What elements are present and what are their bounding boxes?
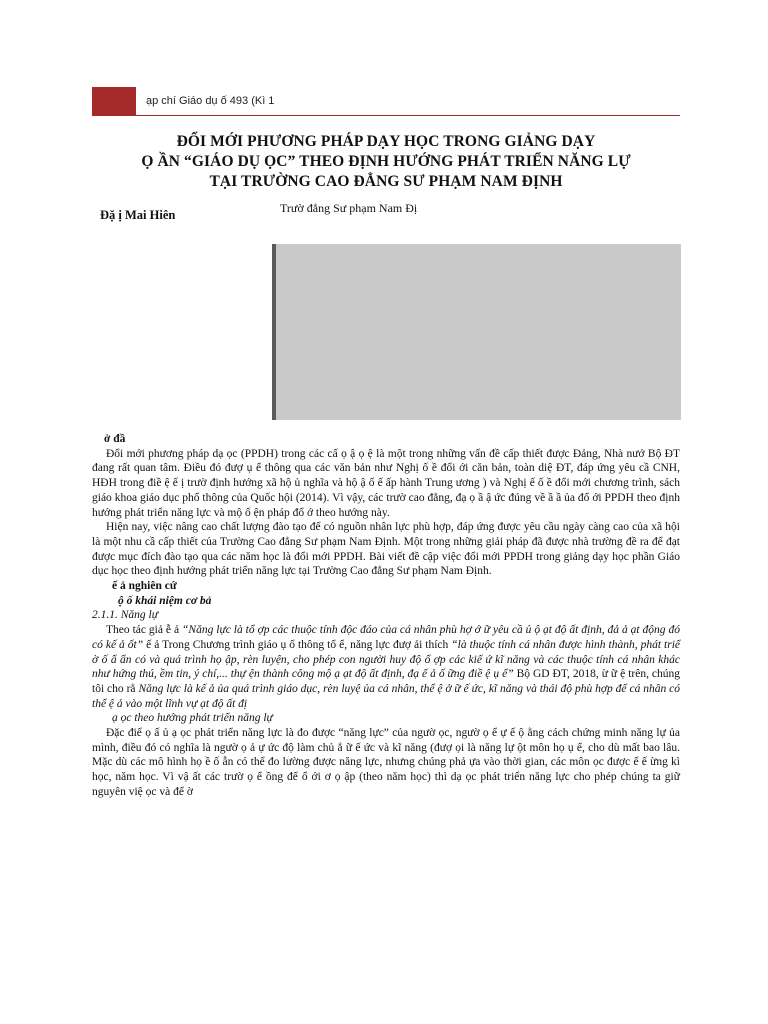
subsubsection-heading-competence: 2.1.1. Năng lự: [92, 609, 159, 622]
paragraph-2: Hiện nay, việc nâng cao chất lượng đào tạo để có nguồn nhân lực phù hợp, đáp ứng được yêu cầu ngày càng cao của xã hội là một nhu cầ cấp thiết của Trường Cao đẳng Sư phạm Nam Định. Một trong những giải pháp đã được nhà trường đề ra để đạt được mục đích đào tạo qua các năm học là đổi mới PPDH. Bài viết đề cập việc đổi mới PPDH trong giảng dạy học phần Giáo dục học theo định hướng phát triển năng lực tại Trường Cao đẳng Sư phạm Nam Định.: [92, 521, 680, 578]
p3-continuation: ế ả Trong Chương trình giáo ụ ổ thông tổ ể, năng lực đượ ải thích: [146, 638, 449, 651]
subsection-heading-concepts: ộ ố khái niệm cơ bả: [118, 594, 212, 607]
paragraph-3: [92, 623, 680, 711]
journal-header: [92, 87, 680, 116]
paragraph-1: Đổi mới phương pháp dạ ọc (PPDH) trong các cấ ọ ậ ọ ệ là một trong những vấn đề cấp thiết được Đảng, Nhà nướ Bộ ĐT đang rất quan tâm. Điều đó đượ ụ ể thông qua các văn bản như Nghị ố ề đổi ới căn bản, toàn diệ ĐT, đáp ứng yêu cầ CNH, HĐH trong điề ệ ế ị trườ định hướng xã hộ ủ nghĩa và hộ ậ ố ế ấp hành Trung ương ) và Nghị ế ố ề đổi mới chương trình, sách giáo khoa giáo dục phổ thông của Quốc hội (2014). Vì vậy, các trườ cao đẳng, đạ ọ ầ ậ ức đúng về ầ ầ ủa đổ ới PPDH theo định hướng phát triển năng lực và mộ ố ện pháp đổ ớ theo hướng này.: [92, 447, 680, 519]
article-title: [92, 132, 680, 192]
p3-quote-2: “là thuộc tính cá nhân được hình thành, phát triể ờ ố ẩ ẩn có và quá trình họ ập, rèn luyện, cho phép con người huy độ ổ ợp các kiế ứ kĩ năng và các thuộc tính cá nhân khác như hứng thú, ềm tin, ý chí,... thự ện thành công mộ ạ ạt độ ất định, đạ ế ả ố ững điề ệ ụ ể”: [92, 638, 681, 681]
article-body: [92, 432, 680, 800]
journal-reference: ạp chí Giáo dụ ố 493 (Kì 1: [146, 95, 275, 107]
title-line-3: TẠI TRƯỜNG CAO ĐẲNG SƯ PHẠM NAM ĐỊNH: [209, 173, 563, 190]
section-heading-introduction: ở đầ: [104, 433, 126, 445]
paragraph-4: Đặc điể ọ ấ ủ ạ ọc phát triển năng lực là đo được “năng lực” của ngườ ọc, ngườ ọ ể ự ế ộ ằng cách chứng minh năng lự ủa mình, điều đó có nghĩa là ngườ ọ ả ự ức độ làm chủ ắ ữ ế ức và kĩ năng (đượ ọi là năng lự ột môn họ ụ ể, cho dù mất bao lâu. Mặc dù các mô hình họ ề ố ẫn có thể đo lường được năng lực, nhưng chúng phả ựa vào thời gian, các môn ọc được ế ế ừng kì học, năm học. Vì vậ ất các trườ ọ ể ồng để ổ ới ơ ọ ập (theo năm học) thì dạ ọc phát triển năng lực cho phép chúng ta giữ nguyên việ ọc và để ờ: [92, 727, 680, 798]
p3-citation: Bộ GD ĐT, 2018, ừ ữ ệ trên, chúng tôi cho rằ: [92, 668, 681, 695]
p3-quote-1: “Năng lực là tổ ợp các thuộc tính độc đáo của cá nhân phù hợ ớ ữ yêu cầ ủ ộ ạt độ ất định, đả ả ạt động đó có kế ả ốt”: [92, 624, 680, 651]
title-line-2: Ọ ẦN “GIÁO DỤ ỌC” THEO ĐỊNH HƯỚNG PHÁT TRIỂN NĂNG LỰ: [141, 153, 631, 170]
header-accent-block: [92, 87, 136, 115]
title-line-1: ĐỔI MỚI PHƯƠNG PHÁP DẠY HỌC TRONG GIẢNG DẠY: [176, 133, 596, 150]
p3-lead: Theo tác giả ễ ả: [106, 624, 180, 637]
section-heading-results: ế ả nghiên cứ: [112, 580, 177, 593]
p3-subheading: ạ ọc theo hướng phát triển năng lự: [112, 712, 273, 725]
p3-quote-3: Năng lực là kế ả ủa quá trình giáo dục, rèn luyệ ủa cá nhân, thể ệ ở ữ ế ức, kĩ năng và thái độ phù hợp để cá nhân có thể ệ ả vào một lĩnh vự ạt độ ất đị: [92, 682, 681, 710]
author-affiliation: Trườ đẳng Sư phạm Nam Đị: [280, 201, 418, 215]
abstract-placeholder-box: [272, 244, 681, 420]
author-name: Đặ ị Mai Hiên: [100, 208, 176, 222]
